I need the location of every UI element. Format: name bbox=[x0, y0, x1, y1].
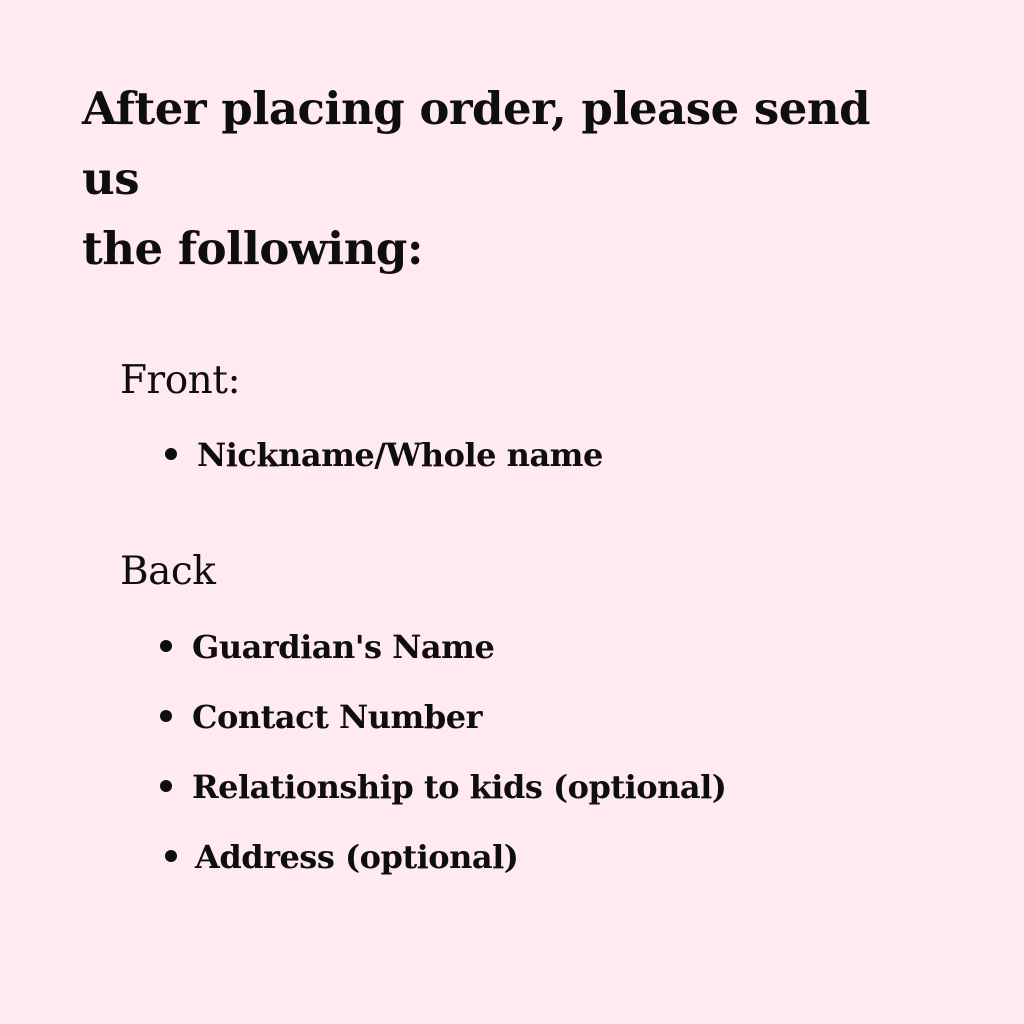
heading-line-1: After placing order, please send us bbox=[82, 82, 871, 205]
front-section-title: Front: bbox=[120, 358, 241, 403]
list-item-label: Contact Number bbox=[192, 698, 482, 736]
list-item-label: Address (optional) bbox=[195, 838, 519, 876]
list-item-label: Nickname/Whole name bbox=[197, 436, 603, 474]
bullet-icon bbox=[160, 780, 172, 792]
back-section-title: Back bbox=[120, 549, 216, 594]
list-item-label: Guardian's Name bbox=[192, 628, 495, 666]
bullet-icon bbox=[165, 448, 177, 460]
list-item-label: Relationship to kids (optional) bbox=[192, 768, 727, 806]
bullet-icon bbox=[165, 850, 177, 862]
bullet-icon bbox=[160, 640, 172, 652]
heading-line-2: the following: bbox=[82, 222, 424, 275]
page-heading bbox=[82, 74, 942, 284]
bullet-icon bbox=[160, 710, 172, 722]
